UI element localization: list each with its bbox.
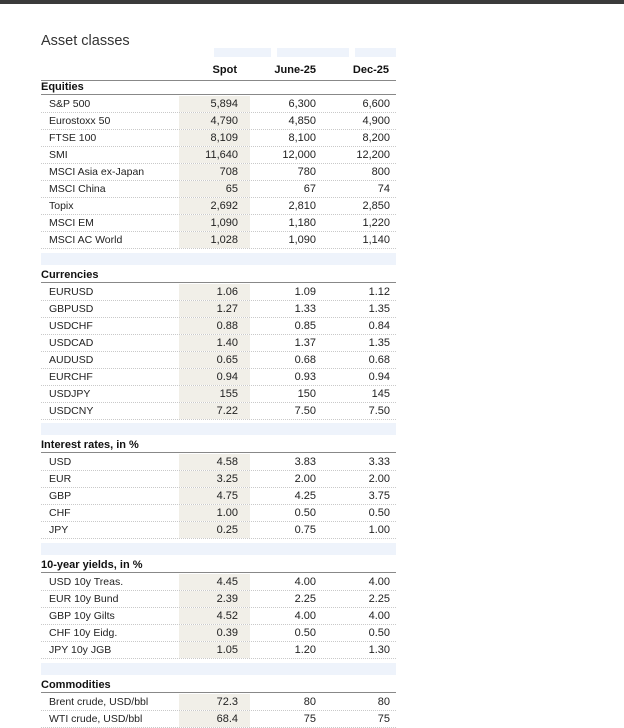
section-separator-band [41,663,396,675]
june-25-value: 150 [297,388,316,400]
dec-25-value: 800 [371,166,390,178]
june-25-value: 12,000 [282,149,316,161]
june-25-value: 0.68 [294,354,316,366]
dec-25-value: 1.35 [368,303,390,315]
dec-25-value: 1.00 [368,524,390,536]
table-row [41,625,396,642]
row-divider [41,248,396,249]
june-25-value: 1,180 [288,217,316,229]
section-title: 10-year yields, in % [41,559,143,571]
dec-column-tab [355,48,396,57]
row-label: USDJPY [49,388,91,400]
table-row [41,454,396,471]
dec-25-value: 3.33 [368,456,390,468]
row-label: EURUSD [49,286,94,298]
june-25-value: 0.85 [294,320,316,332]
table-row [41,284,396,301]
june-25-value: 0.93 [294,371,316,383]
june-25-value: 4,850 [288,115,316,127]
spot-value: 708 [219,166,238,178]
page-title: Asset classes [41,33,130,49]
table-row [41,711,396,728]
window-top-bar [0,0,624,4]
june-25-value: 1.33 [294,303,316,315]
spot-value: 5,894 [210,98,238,110]
table-row [41,386,396,403]
june-25-value: 8,100 [288,132,316,144]
june-25-value: 1.09 [294,286,316,298]
spot-value: 2,692 [210,200,238,212]
dec-25-value: 2,850 [362,200,390,212]
row-label: USDCAD [49,337,94,349]
row-divider [41,658,396,659]
table-row [41,591,396,608]
table-row [41,403,396,420]
row-label: MSCI China [49,183,106,195]
section-separator-band [41,543,396,555]
dec-25-value: 4,900 [362,115,390,127]
row-label: AUDUSD [49,354,94,366]
dec-25-value: 7.50 [368,405,390,417]
table-row [41,488,396,505]
section-title: Currencies [41,269,99,281]
table-row [41,505,396,522]
june-25-value: 2.25 [294,593,316,605]
table-row [41,608,396,625]
spot-value: 68.4 [216,713,238,725]
section-title: Interest rates, in % [41,439,139,451]
spot-value: 4,790 [210,115,238,127]
dec-25-value: 8,200 [362,132,390,144]
dec-25-value: 74 [377,183,390,195]
spot-value: 1.40 [216,337,238,349]
section-title: Commodities [41,679,111,691]
spot-value: 4.58 [216,456,238,468]
section-rule [41,572,396,573]
dec-25-value: 1.35 [368,337,390,349]
dec-25-value: 1,140 [362,234,390,246]
row-label: USD [49,456,72,468]
row-label: EUR 10y Bund [49,593,119,605]
dec-25-value: 4.00 [368,610,390,622]
table-row [41,522,396,539]
row-label: JPY 10y JGB [49,644,112,656]
dec-25-value: 4.00 [368,576,390,588]
dec-25-value: 1,220 [362,217,390,229]
spot-value: 1.05 [216,644,238,656]
table-row [41,215,396,232]
table-row [41,147,396,164]
section-rule [41,94,396,95]
row-label: USDCHF [49,320,93,332]
row-label: EUR [49,473,72,485]
table-row [41,198,396,215]
dec-25-value: 12,200 [356,149,390,161]
dec-25-value: 0.68 [368,354,390,366]
section-separator-band [41,423,396,435]
june-25-value: 1.37 [294,337,316,349]
dec-25-value: 0.84 [368,320,390,332]
june-column-tab [277,48,349,57]
row-label: FTSE 100 [49,132,97,144]
table-row [41,574,396,591]
spot-value: 8,109 [210,132,238,144]
table-row [41,301,396,318]
table-row [41,96,396,113]
row-label: GBPUSD [49,303,94,315]
june-25-value: 0.50 [294,627,316,639]
spot-value: 4.45 [216,576,238,588]
dec-25-value: 75 [377,713,390,725]
spot-value: 4.52 [216,610,238,622]
spot-value: 1.06 [216,286,238,298]
dec-25-value: 3.75 [368,490,390,502]
june-25-value: 3.83 [294,456,316,468]
column-header-june: June-25 [274,64,316,76]
dec-25-value: 145 [371,388,390,400]
june-25-value: 1.20 [294,644,316,656]
table-row [41,113,396,130]
row-label: WTI crude, USD/bbl [49,713,143,725]
spot-value: 0.94 [216,371,238,383]
table-row [41,369,396,386]
spot-value: 155 [219,388,238,400]
june-25-value: 75 [303,713,316,725]
june-25-value: 2.00 [294,473,316,485]
june-25-value: 2,810 [288,200,316,212]
spot-value: 1.00 [216,507,238,519]
june-25-value: 4.25 [294,490,316,502]
table-row [41,352,396,369]
spot-value: 2.39 [216,593,238,605]
dec-25-value: 0.50 [368,627,390,639]
table-row [41,164,396,181]
row-label: MSCI EM [49,217,94,229]
row-label: EURCHF [49,371,93,383]
dec-25-value: 0.50 [368,507,390,519]
column-header-dec: Dec-25 [352,64,389,76]
spot-value: 4.75 [216,490,238,502]
june-25-value: 7.50 [294,405,316,417]
table-row [41,130,396,147]
row-label: USD 10y Treas. [49,576,124,588]
row-label: S&P 500 [49,98,91,110]
row-label: Eurostoxx 50 [49,115,111,127]
june-25-value: 0.75 [294,524,316,536]
spot-value: 1,028 [210,234,238,246]
row-label: USDCNY [49,405,94,417]
row-label: Brent crude, USD/bbl [49,696,149,708]
june-25-value: 67 [303,183,316,195]
dec-25-value: 1.12 [368,286,390,298]
row-divider [41,419,396,420]
dec-25-value: 1.30 [368,644,390,656]
spot-value: 0.39 [216,627,238,639]
spot-value: 11,640 [205,149,238,161]
row-label: Topix [49,200,74,212]
table-row [41,694,396,711]
june-25-value: 6,300 [288,98,316,110]
row-label: CHF 10y Eidg. [49,627,118,639]
column-header-spot: Spot [212,64,237,76]
table-row [41,318,396,335]
dec-25-value: 6,600 [362,98,390,110]
june-25-value: 0.50 [294,507,316,519]
spot-column-tab [214,48,271,57]
row-label: MSCI Asia ex-Japan [49,166,145,178]
section-rule [41,692,396,693]
june-25-value: 4.00 [294,610,316,622]
section-rule [41,282,396,283]
dec-25-value: 0.94 [368,371,390,383]
dec-25-value: 2.00 [368,473,390,485]
row-label: GBP 10y Gilts [49,610,115,622]
spot-value: 0.25 [216,524,238,536]
dec-25-value: 2.25 [368,593,390,605]
table-row [41,471,396,488]
spot-value: 7.22 [216,405,238,417]
row-label: MSCI AC World [49,234,123,246]
row-label: CHF [49,507,71,519]
june-25-value: 1,090 [288,234,316,246]
section-title: Equities [41,81,84,93]
row-label: GBP [49,490,72,502]
june-25-value: 780 [297,166,316,178]
section-rule [41,452,396,453]
header-rule [41,80,396,81]
row-divider [41,538,396,539]
spot-value: 1.27 [216,303,238,315]
dec-25-value: 80 [377,696,390,708]
june-25-value: 80 [303,696,316,708]
spot-value: 1,090 [210,217,238,229]
section-separator-band [41,253,396,265]
spot-value: 0.88 [216,320,238,332]
spot-value: 3.25 [216,473,238,485]
row-label: SMI [49,149,68,161]
june-25-value: 4.00 [294,576,316,588]
table-row [41,232,396,249]
row-label: JPY [49,524,69,536]
spot-value: 0.65 [216,354,238,366]
table-row [41,181,396,198]
spot-value: 72.3 [216,696,238,708]
table-row [41,642,396,659]
table-row [41,335,396,352]
spot-value: 65 [225,183,238,195]
